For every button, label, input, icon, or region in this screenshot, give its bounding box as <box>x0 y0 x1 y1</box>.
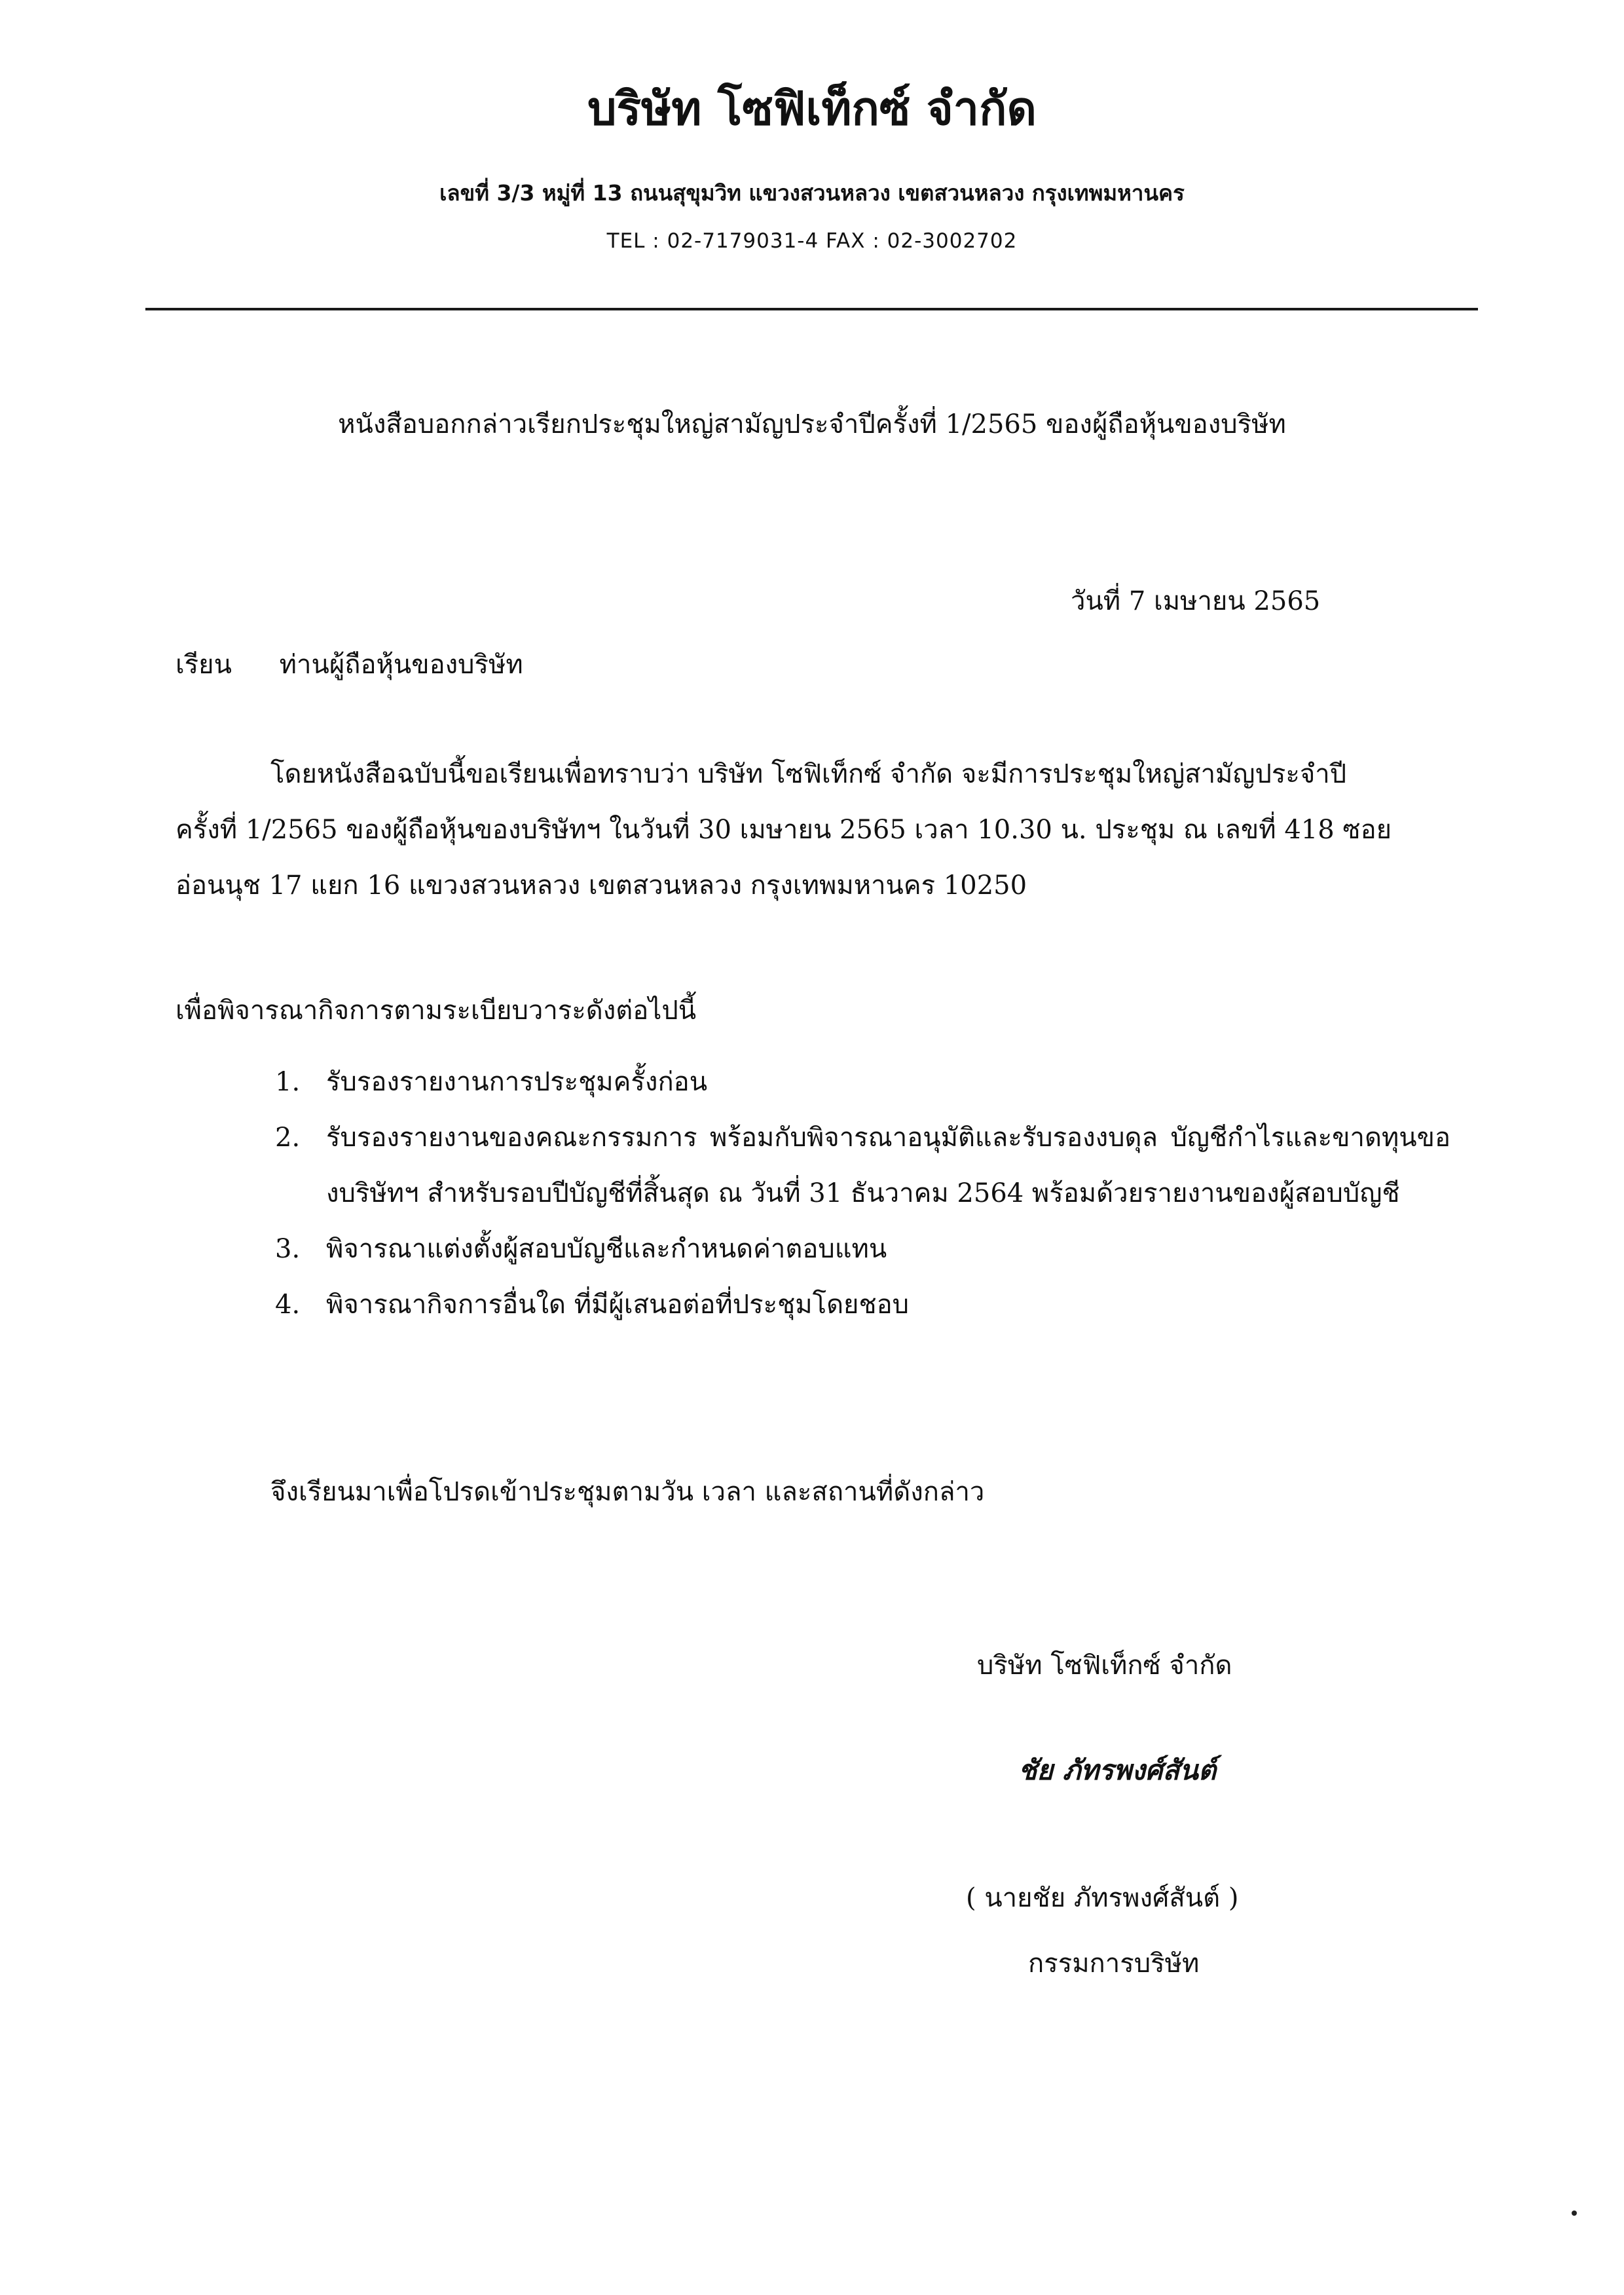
body-line: อ่อนนุช 17 แยก 16 แขวงสวนหลวง เขตสวนหลวง กรุงเทพมหานคร 10250 <box>175 870 1027 901</box>
company-name-heading: บริษัท โซฟิเท็กซ์ จำกัด <box>587 82 1037 136</box>
agenda-list <box>275 1054 1450 1333</box>
agenda-text: พิจารณาแต่งตั้งผู้สอบบัญชีและกำหนดค่าตอบแทน <box>326 1234 887 1264</box>
letter-subject: หนังสือบอกกล่าวเรียกประชุมใหญ่สามัญประจำปีครั้งที่ 1/2565 ของผู้ถือหุ้นของบริษัท <box>338 409 1286 439</box>
agenda-text: พิจารณากิจการอื่นใด ที่มีผู้เสนอต่อที่ประชุมโดยชอบ <box>326 1290 910 1320</box>
closing-sentence: จึงเรียนมาเพื่อโปรดเข้าประชุมตามวัน เวลา และสถานที่ดังกล่าว <box>270 1477 985 1507</box>
agenda-number: 2. <box>275 1123 301 1153</box>
agenda-item <box>275 1054 1450 1110</box>
scan-speck <box>1572 2211 1577 2216</box>
agenda-item <box>275 1222 1450 1277</box>
handwritten-signature: ชัย ภัทรพงศ์สันต์ <box>1018 1754 1217 1786</box>
letter-date: วันที่ 7 เมษายน 2565 <box>1071 586 1321 616</box>
company-contact: TEL : 02-7179031-4 FAX : 02-3002702 <box>606 229 1018 253</box>
salutation-label: เรียน <box>175 650 232 680</box>
body-paragraph <box>175 747 1449 914</box>
agenda-item <box>275 1110 1450 1222</box>
agenda-intro: เพื่อพิจารณากิจการตามระเบียบวาระดังต่อไปนี้ <box>175 996 697 1026</box>
body-line: โดยหนังสือฉบับนี้ขอเรียนเพื่อทราบว่า บริษัท โซฟิเท็กซ์ จำกัด จะมีการประชุมใหญ่สามัญประจำปี <box>270 759 1347 789</box>
salutation-recipient: ท่านผู้ถือหุ้นของบริษัท <box>279 650 523 680</box>
agenda-text: รับรองรายงานการประชุมครั้งก่อน <box>326 1067 708 1097</box>
agenda-number: 4. <box>275 1290 301 1320</box>
agenda-number: 1. <box>275 1067 301 1097</box>
header-divider <box>145 308 1478 310</box>
signature-company: บริษัท โซฟิเท็กซ์ จำกัด <box>977 1651 1232 1681</box>
salutation <box>175 643 523 685</box>
agenda-item <box>275 1277 1450 1333</box>
company-address: เลขที่ 3/3 หมู่ที่ 13 ถนนสุขุมวิท แขวงสวนหลวง เขตสวนหลวง กรุงเทพมหานคร <box>439 180 1185 206</box>
signatory-name: ( นายชัย ภัทรพงศ์สันต์ ) <box>966 1883 1239 1913</box>
body-line: ครั้งที่ 1/2565 ของผู้ถือหุ้นของบริษัทฯ ในวันที่ 30 เมษายน 2565 เวลา 10.30 น. ประชุม ณ เลขที่ 418 ซอย <box>175 815 1392 845</box>
signatory-title: กรรมการบริษัท <box>1028 1949 1200 1979</box>
agenda-text: รับรองรายงานของคณะกรรมการ พร้อมกับพิจารณาอนุมัติและรับรองงบดุล บัญชีกำไรและขาดทุนของบริษัทฯ สำหรับรอบปีบัญชีที่สิ้นสุด ณ วันที่ 31 ธันวาคม 2564 พร้อมด้วยรายงานของผู้สอบบัญชี <box>326 1123 1450 1208</box>
agenda-number: 3. <box>275 1234 301 1264</box>
